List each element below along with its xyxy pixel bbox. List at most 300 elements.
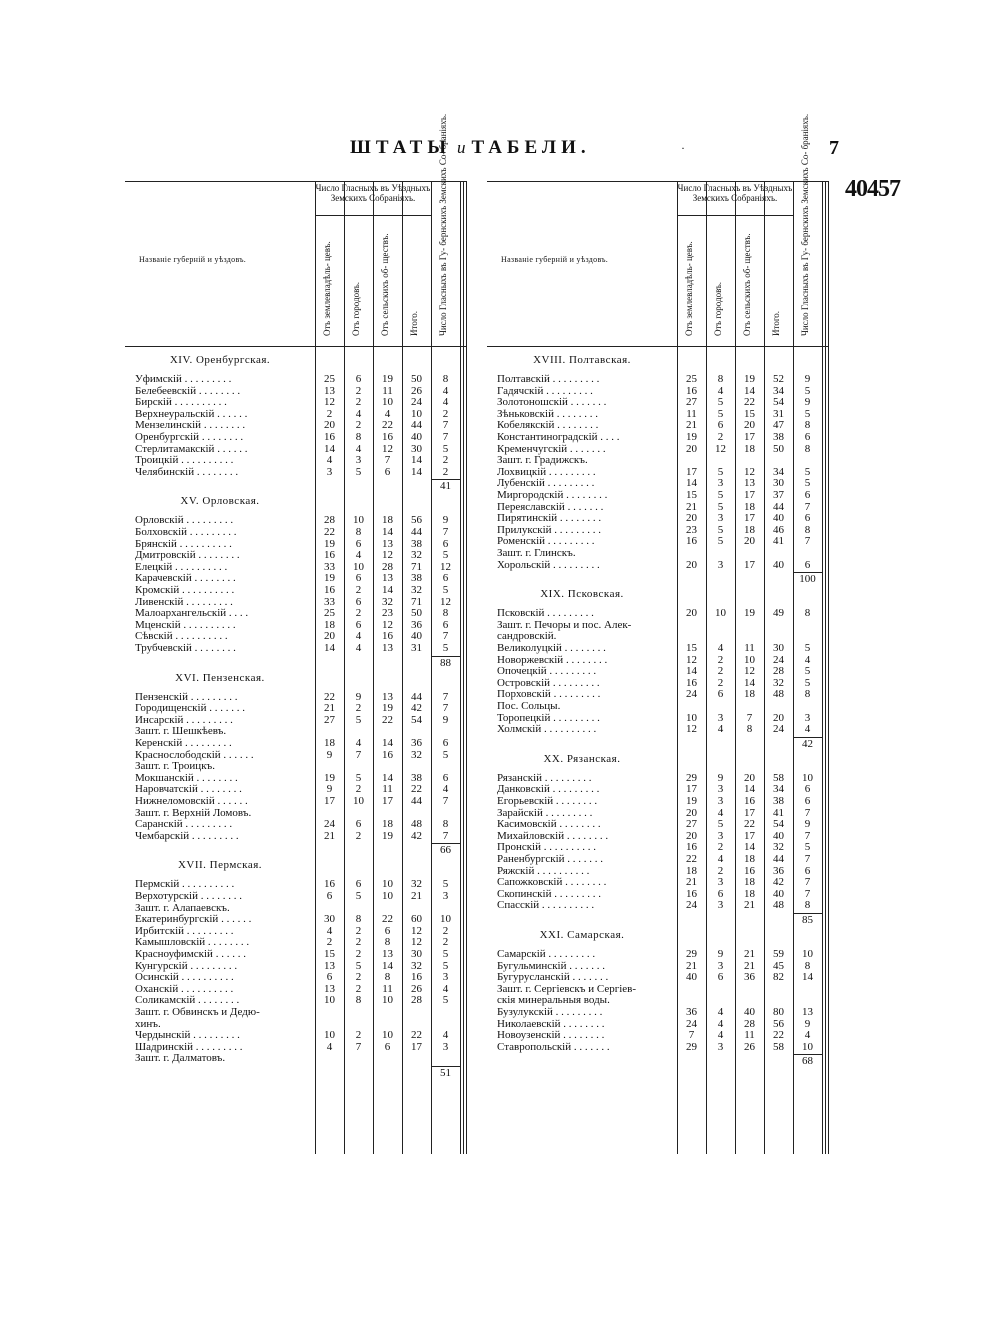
value-cell-e: 6	[442, 537, 449, 550]
value-cell-b: 6	[355, 618, 362, 631]
value-cell-d: 31	[773, 407, 784, 420]
district-name: Пермскій . . . . . . . . . .	[135, 879, 235, 891]
value-cell-c: 20	[744, 419, 755, 432]
district-name: Зарайскій . . . . . . . . .	[497, 807, 593, 819]
value-cell-d: 47	[773, 419, 784, 432]
district-name: Миргородскій . . . . . . . .	[497, 490, 608, 501]
value-cell-b: 6	[355, 572, 362, 585]
district-name: Пос. Сольцы.	[497, 701, 561, 712]
section-title: XVII. Пермская.	[177, 859, 263, 872]
value-cell-d: 44	[411, 795, 422, 807]
district-name: Зашт. г. Троицкъ.	[135, 761, 215, 773]
value-cell-c: 20	[744, 535, 755, 548]
value-cell-e: 3	[804, 711, 811, 724]
district-name: Зашт. г. Далматовъ.	[135, 1053, 226, 1065]
value-cell-b: 2	[355, 924, 362, 937]
district-name: Саранскій . . . . . . . . .	[135, 819, 233, 831]
district-name: Наровчатскій . . . . . . . .	[135, 784, 242, 796]
value-cell-e: 9	[804, 373, 811, 385]
district-name: Опочецкій . . . . . . . . .	[497, 666, 597, 678]
value-cell-a: 29	[686, 1040, 697, 1053]
value-cell-d: 24	[773, 653, 784, 666]
value-cell-c: 17	[744, 806, 755, 819]
section-total: 68	[802, 1055, 813, 1068]
value-cell-e: 6	[442, 572, 449, 585]
value-cell-d: 36	[411, 618, 422, 631]
value-cell-c: 21	[744, 948, 755, 960]
district-name: Холмскій . . . . . . . . . .	[497, 724, 597, 736]
value-cell-c: 12	[382, 442, 393, 455]
value-cell-a: 14	[686, 665, 697, 678]
value-cell-a: 25	[324, 607, 335, 620]
district-name: Пронскій . . . . . . . . . .	[497, 842, 596, 854]
district-name: Псковскій . . . . . . . . .	[497, 608, 594, 620]
value-cell-d: 14	[411, 465, 422, 478]
value-cell-a: 16	[324, 549, 335, 562]
district-name: Орловскій . . . . . . . . .	[135, 515, 234, 527]
value-cell-a: 14	[686, 477, 697, 490]
value-cell-c: 17	[744, 512, 755, 525]
value-cell-b: 4	[717, 1006, 724, 1018]
value-cell-b: 4	[355, 407, 362, 420]
value-cell-e: 4	[804, 1029, 811, 1042]
value-cell-e: 6	[804, 864, 811, 877]
value-cell-c: 14	[382, 584, 393, 596]
district-name: Ирбитскій . . . . . . . . .	[135, 925, 234, 937]
value-cell-d: 44	[411, 419, 422, 432]
value-cell-e: 5	[804, 665, 811, 678]
section-title: XV. Орловская.	[180, 495, 260, 508]
value-cell-d: 10	[411, 407, 422, 420]
value-cell-e: 14	[802, 971, 813, 984]
value-cell-c: 22	[382, 419, 393, 432]
value-cell-a: 4	[326, 454, 333, 467]
district-name: Новоржевскій . . . . . . . .	[497, 654, 608, 666]
value-cell-b: 5	[717, 489, 724, 501]
value-cell-d: 31	[411, 642, 422, 654]
value-cell-b: 7	[355, 1040, 362, 1053]
district-name: Кромскій . . . . . . . . . .	[135, 585, 235, 596]
district-name: Дмитровскій . . . . . . . .	[135, 550, 240, 562]
value-cell-d: 44	[773, 853, 784, 865]
header-c5: Число Гласныхъ въ Гу- бернскихъ Земскихъ Со- браніяхъ.	[438, 113, 448, 336]
district-name: Бирскій . . . . . . . . . .	[135, 397, 227, 409]
value-cell-d: 56	[773, 1017, 784, 1030]
value-cell-b: 5	[355, 959, 362, 972]
district-name: Самарскій . . . . . . . . .	[497, 949, 596, 960]
district-name: Екатеринбургскій . . . . . .	[135, 914, 252, 926]
value-cell-c: 26	[744, 1040, 755, 1053]
table-row	[487, 620, 828, 632]
value-cell-a: 11	[686, 407, 697, 420]
value-cell-b: 5	[355, 465, 362, 478]
value-cell-c: 14	[382, 526, 393, 538]
value-cell-b: 8	[355, 431, 362, 443]
value-cell-c: 14	[744, 783, 755, 796]
value-cell-e: 7	[442, 795, 449, 807]
value-cell-e: 9	[442, 713, 449, 726]
district-name: скія минеральныя воды.	[497, 995, 610, 1007]
value-cell-d: 40	[773, 829, 784, 842]
table-row	[487, 1042, 828, 1054]
table-row	[125, 891, 466, 903]
district-name: Верхотурскій . . . . . . . .	[135, 891, 242, 902]
header-c3: Отъ сельскихъ об- ществъ.	[380, 233, 390, 336]
value-cell-c: 18	[744, 688, 755, 701]
table-row	[125, 831, 466, 843]
table-row	[487, 701, 828, 713]
value-cell-a: 20	[686, 607, 697, 620]
district-name: Зашт. г. Градижскъ.	[497, 455, 588, 467]
section-total: 42	[802, 737, 813, 750]
district-name: Зашт. г. Глинскъ.	[497, 548, 576, 559]
value-cell-c: 13	[382, 537, 393, 550]
value-cell-c: 14	[382, 959, 393, 972]
header-c4: Итого.	[409, 310, 419, 336]
value-cell-b: 2	[355, 702, 362, 715]
value-cell-c: 16	[382, 630, 393, 643]
value-cell-b: 7	[355, 748, 362, 761]
value-cell-a: 20	[324, 419, 335, 432]
value-cell-e: 8	[804, 959, 811, 972]
value-cell-c: 17	[744, 558, 755, 571]
value-cell-e: 6	[804, 512, 811, 525]
value-cell-b: 9	[355, 690, 362, 703]
district-name: Верхнеуральскій . . . . . .	[135, 408, 248, 420]
value-cell-e: 6	[804, 558, 811, 571]
header-c2: Отъ городовъ.	[713, 281, 723, 336]
value-cell-b: 4	[355, 549, 362, 562]
district-name: Зѣньковскій . . . . . . . .	[497, 408, 598, 420]
value-cell-b: 3	[717, 711, 724, 724]
value-cell-c: 11	[382, 783, 393, 796]
value-cell-e: 5	[442, 442, 449, 455]
header-top-rule	[487, 181, 828, 182]
value-cell-a: 9	[326, 748, 333, 761]
value-cell-e: 7	[804, 500, 811, 513]
value-cell-c: 19	[744, 607, 755, 620]
district-name: Кременчугскій . . . . . . .	[497, 443, 606, 455]
value-cell-d: 32	[411, 584, 422, 596]
value-cell-d: 34	[773, 783, 784, 796]
district-name: Камышловскій . . . . . . . .	[135, 937, 250, 949]
inventory-stamp: 40457	[845, 176, 900, 202]
value-cell-b: 6	[355, 595, 362, 608]
district-name: Ливенскій . . . . . . . . .	[135, 596, 233, 608]
district-name: Сапожковскій . . . . . . . .	[497, 877, 607, 889]
value-cell-a: 10	[324, 1029, 335, 1042]
value-cell-b: 10	[353, 795, 364, 807]
value-cell-c: 22	[744, 396, 755, 409]
value-cell-a: 16	[686, 676, 697, 689]
value-cell-c: 16	[744, 864, 755, 877]
value-cell-b: 2	[355, 384, 362, 397]
value-cell-a: 6	[326, 971, 333, 984]
value-cell-e: 7	[804, 535, 811, 548]
value-cell-a: 33	[324, 595, 335, 608]
district-name: Городищенскій . . . . . . .	[135, 703, 245, 715]
value-cell-c: 12	[382, 549, 393, 562]
table-row	[487, 444, 828, 456]
district-name: Зашт. г. Сергіевскъ и Сергіев-	[497, 983, 637, 995]
value-cell-a: 24	[686, 1017, 697, 1030]
value-cell-b: 5	[717, 396, 724, 409]
value-cell-e: 2	[442, 407, 449, 420]
value-cell-e: 8	[442, 607, 449, 620]
table-row	[487, 490, 828, 502]
value-cell-c: 14	[382, 771, 393, 784]
value-cell-e: 8	[804, 688, 811, 701]
value-cell-b: 3	[717, 477, 724, 490]
table-row	[125, 750, 466, 762]
value-cell-e: 7	[442, 630, 449, 643]
value-cell-b: 8	[355, 913, 362, 926]
value-cell-a: 20	[324, 630, 335, 643]
value-cell-a: 19	[686, 795, 697, 807]
value-cell-d: 32	[411, 878, 422, 891]
value-cell-c: 15	[744, 407, 755, 420]
value-cell-b: 2	[355, 936, 362, 949]
value-cell-e: 13	[802, 1006, 813, 1018]
header-group-label: Число Гласныхъ въ Уѣздныхъ Земскихъ Собраніяхъ.	[315, 183, 431, 203]
value-cell-d: 42	[411, 702, 422, 715]
value-cell-b: 6	[355, 818, 362, 831]
district-name: Сѣвскій . . . . . . . . . .	[135, 631, 228, 643]
value-cell-e: 6	[804, 489, 811, 501]
value-cell-d: 48	[773, 899, 784, 912]
section-title: XXI. Самарская.	[539, 929, 625, 941]
value-cell-e: 12	[440, 595, 451, 608]
value-cell-c: 12	[744, 665, 755, 678]
value-cell-c: 28	[744, 1017, 755, 1030]
value-cell-d: 34	[773, 384, 784, 397]
value-cell-a: 10	[324, 994, 335, 1007]
value-cell-b: 2	[717, 653, 724, 666]
value-cell-c: 10	[382, 878, 393, 891]
value-cell-b: 8	[717, 373, 724, 385]
value-cell-e: 7	[804, 887, 811, 900]
table-row	[487, 949, 828, 961]
value-cell-b: 4	[717, 642, 724, 654]
value-cell-d: 48	[773, 688, 784, 701]
value-cell-d: 32	[773, 676, 784, 689]
value-cell-d: 58	[773, 771, 784, 784]
value-cell-c: 19	[382, 702, 393, 715]
value-cell-e: 4	[442, 396, 449, 409]
value-cell-c: 22	[382, 913, 393, 926]
value-cell-d: 50	[411, 607, 422, 620]
value-cell-c: 16	[744, 795, 755, 807]
district-name: Великолуцкій . . . . . . . .	[497, 643, 606, 654]
value-cell-a: 18	[324, 618, 335, 631]
value-cell-c: 11	[382, 384, 393, 397]
table-row	[487, 724, 828, 736]
value-cell-e: 9	[804, 1017, 811, 1030]
value-cell-e: 10	[802, 948, 813, 960]
value-cell-d: 50	[773, 442, 784, 455]
value-cell-b: 6	[717, 887, 724, 900]
value-cell-c: 11	[744, 642, 755, 654]
district-name: Красноуфимскій . . . . . .	[135, 949, 246, 960]
value-cell-d: 41	[773, 535, 784, 548]
value-cell-c: 23	[382, 607, 393, 620]
value-cell-d: 16	[411, 971, 422, 984]
district-name: Бугурусланскій . . . . . . .	[497, 972, 609, 984]
value-cell-e: 5	[804, 407, 811, 420]
table-row	[487, 432, 828, 444]
table-row	[125, 374, 466, 386]
value-cell-b: 6	[355, 537, 362, 550]
value-cell-b: 2	[355, 607, 362, 620]
value-cell-d: 42	[411, 829, 422, 842]
value-cell-c: 40	[744, 1006, 755, 1018]
value-cell-a: 30	[324, 913, 335, 926]
district-name: Чембарскій . . . . . . . . .	[135, 830, 239, 842]
value-cell-c: 6	[384, 465, 391, 478]
district-name: Золотоношскій . . . . . . .	[497, 397, 607, 409]
value-cell-a: 28	[324, 514, 335, 527]
value-cell-b: 4	[717, 806, 724, 819]
value-cell-a: 40	[686, 971, 697, 984]
value-cell-c: 13	[382, 948, 393, 960]
value-cell-d: 44	[773, 500, 784, 513]
value-cell-a: 21	[686, 959, 697, 972]
value-cell-e: 10	[440, 913, 451, 926]
value-cell-e: 4	[442, 783, 449, 796]
district-name: Шадринскій . . . . . . . . .	[135, 1041, 243, 1053]
value-cell-a: 21	[324, 702, 335, 715]
value-cell-c: 13	[744, 477, 755, 490]
value-cell-d: 38	[411, 771, 422, 784]
value-cell-c: 32	[382, 595, 393, 608]
value-cell-e: 2	[442, 465, 449, 478]
value-cell-e: 7	[442, 829, 449, 842]
value-cell-a: 19	[324, 537, 335, 550]
value-cell-a: 16	[686, 535, 697, 548]
value-cell-a: 16	[686, 384, 697, 397]
district-name: Пензенскій . . . . . . . . .	[135, 691, 238, 703]
value-cell-b: 3	[717, 1040, 724, 1053]
value-cell-c: 13	[382, 642, 393, 654]
table-row	[487, 900, 828, 912]
value-cell-e: 5	[804, 477, 811, 490]
value-cell-d: 71	[411, 595, 422, 608]
value-cell-e: 4	[442, 982, 449, 995]
value-cell-a: 13	[324, 959, 335, 972]
value-cell-b: 6	[717, 971, 724, 984]
table-row	[487, 548, 828, 560]
value-cell-d: 24	[411, 396, 422, 409]
value-cell-e: 9	[442, 514, 449, 527]
district-name: Мензелинскій . . . . . . . .	[135, 420, 246, 432]
district-name: Болховскій . . . . . . . . .	[135, 527, 237, 538]
value-cell-a: 20	[686, 512, 697, 525]
value-cell-c: 17	[744, 489, 755, 501]
value-cell-c: 14	[382, 737, 393, 749]
value-cell-b: 5	[355, 771, 362, 784]
section-total: 51	[440, 1067, 451, 1079]
value-cell-c: 7	[384, 454, 391, 467]
value-cell-a: 22	[324, 526, 335, 538]
value-cell-e: 10	[802, 771, 813, 784]
value-cell-b: 2	[355, 948, 362, 960]
district-name: Кунгурскій . . . . . . . . .	[135, 960, 238, 972]
header-c5: Число Гласныхъ въ Гу- бернскихъ Земскихъ Со- браніяхъ.	[800, 113, 810, 336]
table-row	[125, 715, 466, 727]
value-cell-a: 27	[324, 713, 335, 726]
value-cell-a: 3	[326, 465, 333, 478]
value-cell-c: 10	[382, 994, 393, 1007]
table-row	[125, 796, 466, 808]
value-cell-c: 22	[744, 818, 755, 831]
value-cell-e: 2	[442, 924, 449, 937]
value-cell-c: 19	[382, 373, 393, 385]
value-cell-d: 38	[773, 431, 784, 443]
value-cell-c: 10	[744, 653, 755, 666]
value-cell-d: 30	[411, 442, 422, 455]
value-cell-a: 15	[686, 489, 697, 501]
value-cell-a: 12	[324, 396, 335, 409]
header-group-rule	[315, 215, 431, 216]
value-cell-b: 10	[353, 514, 364, 527]
district-name: Зашт. г. Алапаевскъ.	[135, 902, 230, 914]
value-cell-b: 5	[717, 523, 724, 536]
value-cell-e: 5	[442, 748, 449, 761]
value-cell-d: 60	[411, 913, 422, 926]
value-cell-a: 4	[326, 1040, 333, 1053]
value-cell-c: 21	[744, 959, 755, 972]
district-name: Островскій . . . . . . . . .	[497, 677, 600, 689]
table-row	[125, 467, 466, 479]
value-cell-d: 42	[773, 876, 784, 889]
value-cell-a: 18	[686, 864, 697, 877]
value-cell-e: 3	[442, 890, 449, 902]
value-cell-c: 16	[382, 748, 393, 761]
value-cell-a: 21	[686, 419, 697, 432]
value-cell-d: 26	[411, 982, 422, 995]
value-cell-a: 19	[686, 431, 697, 443]
value-cell-b: 6	[717, 419, 724, 432]
value-cell-a: 29	[686, 771, 697, 784]
value-cell-e: 6	[442, 771, 449, 784]
value-cell-d: 71	[411, 560, 422, 573]
header-group-label: Число Гласныхъ въ Уѣздныхъ Земскихъ Собраніяхъ.	[677, 183, 793, 203]
value-cell-d: 32	[773, 841, 784, 854]
value-cell-b: 3	[717, 899, 724, 912]
value-cell-d: 21	[411, 890, 422, 902]
value-cell-d: 54	[773, 818, 784, 831]
value-cell-d: 38	[411, 537, 422, 550]
value-cell-b: 3	[717, 876, 724, 889]
district-name: Порховскій . . . . . . . . .	[497, 689, 601, 701]
value-cell-c: 12	[382, 618, 393, 631]
district-name: Чердынскій . . . . . . . . .	[135, 1030, 240, 1042]
value-cell-d: 40	[773, 887, 784, 900]
district-name: Брянскій . . . . . . . . . .	[135, 538, 232, 550]
value-cell-b: 5	[717, 407, 724, 420]
value-cell-b: 6	[355, 878, 362, 891]
section-total: 66	[440, 844, 451, 857]
value-cell-b: 4	[717, 853, 724, 865]
value-cell-a: 27	[686, 396, 697, 409]
table-row	[125, 1042, 466, 1054]
value-cell-d: 82	[773, 971, 784, 984]
district-name: Краснослободскій . . . . . .	[135, 749, 254, 761]
district-name: Михайловскій . . . . . . . .	[497, 830, 609, 842]
value-cell-d: 38	[773, 795, 784, 807]
value-cell-a: 36	[686, 1006, 697, 1018]
value-cell-e: 6	[804, 783, 811, 796]
